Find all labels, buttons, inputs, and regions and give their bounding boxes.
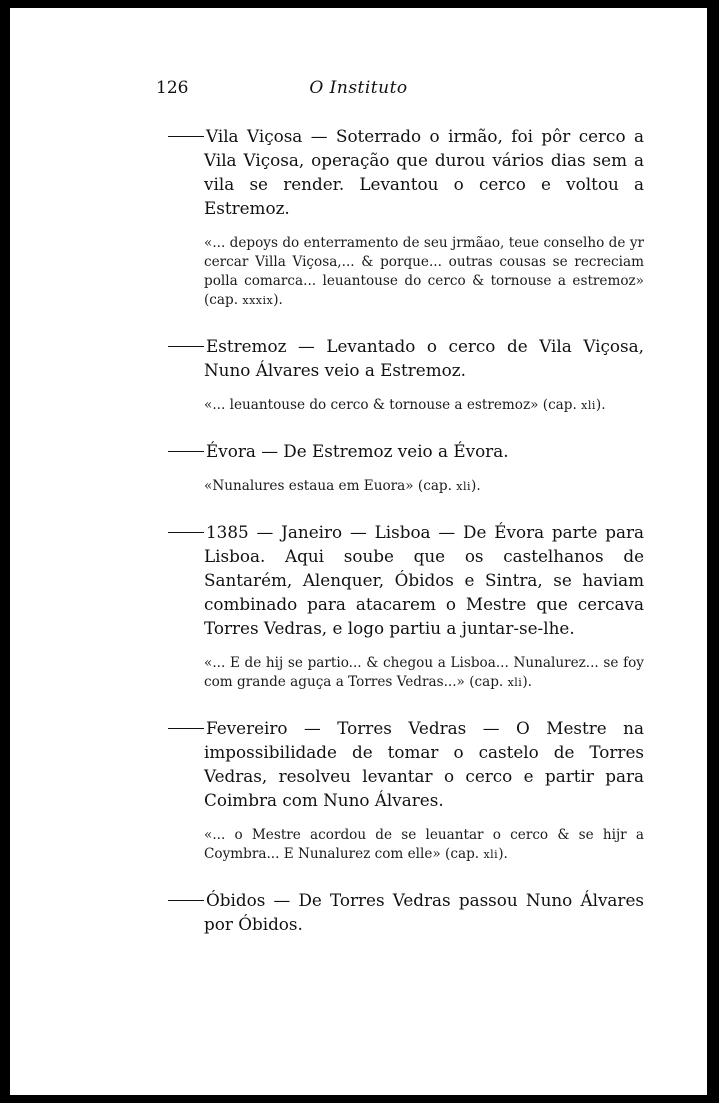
- em-rule: [168, 451, 204, 452]
- page-number: 126: [156, 78, 189, 98]
- entry-text: Estremoz — Levantado o cerco de Vila Viçosa, Nuno Álvares veio a Estremoz.: [204, 336, 644, 380]
- quotation: «... depoys do enterramento de seu jrmãao, teue conselho de yr cercar Villa Viçosa,... & porque... outras cousas se recreciam polla comarca... leuantouse do cerco & tornouse a estremoz» (cap. xxxix).: [204, 235, 644, 308]
- quotation: «... E de hij se partio... & chegou a Lisboa... Nunalurez... se foy com grande aguça a Torres Vedras...» (cap. xli).: [204, 655, 644, 690]
- entry-torres-vedras: [168, 716, 644, 812]
- em-rule: [168, 532, 204, 533]
- entry-text: 1385 — Janeiro — Lisboa — De Évora parte para Lisboa. Aqui soube que os castelhanos de Santarém, Alenquer, Óbidos e Sintra, se haviam combinado para atacarem o Mestre que cercava Torres Vedras, e logo partiu a juntar-se-lhe.: [204, 522, 644, 638]
- entry-text: Óbidos — De Torres Vedras passou Nuno Álvares por Óbidos.: [204, 890, 644, 934]
- entry-text: Fevereiro — Torres Vedras — O Mestre na impossibilidade de tomar o castelo de Torres Vedras, resolveu levantar o cerco e partir para Coimbra com Nuno Álvares.: [204, 718, 644, 810]
- quotation: «Nunalures estaua em Euora» (cap. xli).: [204, 478, 481, 494]
- em-rule: [168, 728, 204, 729]
- em-rule: [168, 900, 204, 901]
- entry-vila-vicosa: [168, 124, 644, 220]
- chronology-list: [168, 124, 644, 936]
- page-header: [10, 78, 707, 102]
- em-rule: [168, 136, 204, 137]
- quotation: «... leuantouse do cerco & tornouse a estremoz» (cap. xli).: [204, 397, 606, 413]
- em-rule: [168, 346, 204, 347]
- quotation: «... o Mestre acordou de se leuantar o cerco & se hijr a Coymbra... E Nunalurez com elle» (cap. xli).: [204, 827, 644, 862]
- entry-obidos: [168, 888, 644, 936]
- entry-text: Vila Viçosa — Soterrado o irmão, foi pôr cerco a Vila Viçosa, operação que durou vários dias sem a vila se render. Levantou o cerco e voltou a Estremoz.: [204, 126, 644, 218]
- running-title: O Instituto: [309, 78, 408, 98]
- entry-lisboa: [168, 520, 644, 640]
- entry-estremoz: [168, 334, 644, 382]
- entry-text: Évora — De Estremoz veio a Évora.: [206, 441, 509, 461]
- entry-evora: [168, 439, 644, 463]
- document-page: [10, 8, 707, 1095]
